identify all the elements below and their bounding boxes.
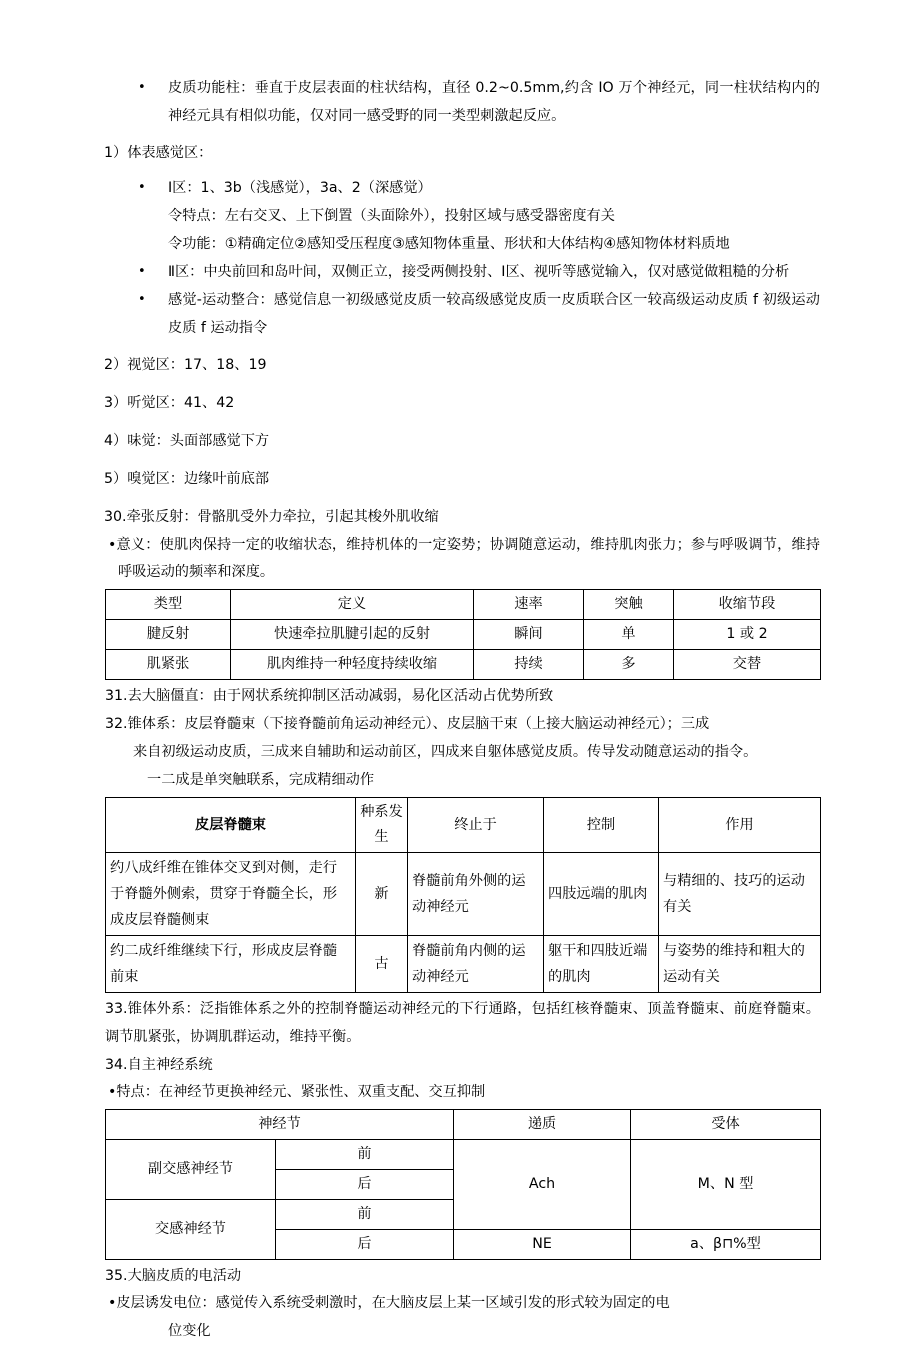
table-cell-ganglion: 副交感神经节 [106,1140,276,1200]
table-cell-post: 后 [276,1230,454,1260]
table-cell: 单 [584,620,674,650]
column-header: 受体 [631,1110,821,1140]
table-cell-pre: 前 [276,1140,454,1170]
table-cell-transmitter: NE [454,1230,631,1260]
table-cell: 与姿势的维持和粗大的运动有关 [659,936,821,993]
evoked-potential-line1: •皮层诱发电位：感觉传入系统受刺激时，在大脑皮层上某一区域引发的形式较为固定的电 [108,1295,670,1311]
table-cell-pre: 前 [276,1200,454,1230]
table-cell: 与精细的、技巧的运动有关 [659,853,821,936]
bullet-icon: • [138,80,146,95]
autonomic-feature: •特点：在神经节更换神经元、紧张性、双重支配、交互抑制 [108,1084,486,1100]
table-cell: 快速牵拉肌腱引起的反射 [231,620,474,650]
column-header: 皮层脊髓束 [106,798,356,853]
list-item-label: Ⅰ区：1、3b（浅感觉），3a、2（深感觉） [168,180,432,196]
evoked-potential-line2: 位变化 [168,1323,211,1339]
column-header: 控制 [544,798,659,853]
section-heading-35: 35.大脑皮质的电活动 [105,1268,242,1284]
list-item-label: Ⅱ区：中央前回和岛叶间，双侧正立，接受两侧投射、Ⅰ区、视听等感觉输入，仅对感觉做粗糙的分析 [168,264,790,280]
table-cell: 新 [356,853,408,936]
column-header: 神经节 [106,1110,454,1140]
table-cell: 脊髓前角内侧的运动神经元 [408,936,544,993]
function-line: 令功能：①精确定位②感知受压程度③感知物体重量、形状和大体结构④感知物体材料质地 [168,236,730,252]
section-heading-3: 3）听觉区：41、42 [104,395,235,411]
table-cell: 多 [584,650,674,680]
list-item [138,74,820,130]
column-header: 定义 [231,590,474,620]
section-heading-5: 5）嗅觉区：边缘叶前底部 [104,471,270,487]
table-row [106,853,821,936]
bullet-icon: • [138,180,146,195]
section-heading-32: 32.锥体系：皮层脊髓束（下接脊髓前角运动神经元）、皮层脑干束（上接大脑运动神经元）；三成 [105,716,710,732]
column-header: 种系发生 [356,798,408,853]
table-header-row [106,1110,821,1140]
table-cell: 交替 [674,650,821,680]
table-header-row [106,590,821,620]
bullet-icon: • [138,292,146,307]
table-cell: 持续 [474,650,584,680]
table-stretch-reflex [105,589,821,680]
table-cell-receptor: a、β⊓%型 [631,1230,821,1260]
column-header: 速率 [474,590,584,620]
section-heading-31: 31.去大脑僵直：由于网状系统抑制区活动减弱，易化区活动占优势所致 [105,688,554,704]
column-header: 作用 [659,798,821,853]
list-item-label: 感觉-运动整合：感觉信息一初级感觉皮质一较高级感觉皮质一皮质联合区一较高级运动皮质 f 初级运动皮质 f 运动指令 [168,292,820,336]
table-cell: 肌紧张 [106,650,231,680]
table-row [106,1140,821,1170]
section-heading-2: 2）视觉区：17、18、19 [104,357,267,373]
meaning-paragraph: •意义：使肌肉保持一定的收缩状态，维持机体的一定姿势；协调随意运动，维持肌肉张力；参与呼吸调节，维持呼吸运动的频率和深度。 [108,537,820,580]
table-cell: 1 或 2 [674,620,821,650]
section-heading-33: 33.锥体外系：泛指锥体系之外的控制脊髓运动神经元的下行通路，包括红核脊髓束、顶盖脊髓束、前庭脊髓束。调节肌紧张，协调肌群运动，维持平衡。 [105,1001,820,1045]
list-item [138,174,820,202]
list-item [138,286,820,342]
table-cell: 四肢远端的肌肉 [544,853,659,936]
table-cell: 约八成纤维在锥体交叉到对侧，走行于脊髓外侧索，贯穿于脊髓全长，形成皮层脊髓侧束 [106,853,356,936]
table-autonomic-nervous-system [105,1109,821,1260]
table-header-row [106,798,821,853]
table-cell-transmitter: Ach [454,1140,631,1230]
section-heading-34: 34.自主神经系统 [105,1057,213,1073]
bullet-icon: • [138,264,146,279]
document-content [105,74,820,1345]
section-32-line2: 来自初级运动皮质，三成来自辅助和运动前区，四成来自躯体感觉皮质。传导发动随意运动的指令。 [133,744,758,760]
list-item-label: 皮质功能柱：垂直于皮层表面的柱状结构，直径 0.2~0.5mm,约含 IO 万个神经元，同一柱状结构内的神经元具有相似功能，仅对同一感受野的同一类型刺激起反应。 [168,80,820,124]
list-item [138,258,820,286]
table-row [106,620,821,650]
column-header: 突触 [584,590,674,620]
column-header: 类型 [106,590,231,620]
table-row [106,650,821,680]
section-heading-30: 30.牵张反射：骨骼肌受外力牵拉，引起其梭外肌收缩 [104,509,439,525]
table-cell: 脊髓前角外侧的运动神经元 [408,853,544,936]
section-heading-4: 4）味觉：头面部感觉下方 [104,433,270,449]
table-cell: 躯干和四肢近端的肌肉 [544,936,659,993]
column-header: 递质 [454,1110,631,1140]
column-header: 终止于 [408,798,544,853]
table-cell: 瞬间 [474,620,584,650]
section-heading-1: 1）体表感觉区： [104,145,213,161]
table-cell: 古 [356,936,408,993]
column-header: 收缩节段 [674,590,821,620]
table-cell-ganglion: 交感神经节 [106,1200,276,1260]
table-cell: 肌肉维持一种轻度持续收缩 [231,650,474,680]
table-cell: 腱反射 [106,620,231,650]
feature-line: 令特点：左右交叉、上下倒置（头面除外），投射区域与感受器密度有关 [168,208,615,224]
table-cell: 约二成纤维继续下行，形成皮层脊髓前束 [106,936,356,993]
table-row [106,936,821,993]
table-cell-receptor: M、N 型 [631,1140,821,1230]
section-32-line3: 一二成是单突触联系，完成精细动作 [147,772,375,788]
table-corticospinal-tract [105,797,821,993]
table-cell-post: 后 [276,1170,454,1200]
